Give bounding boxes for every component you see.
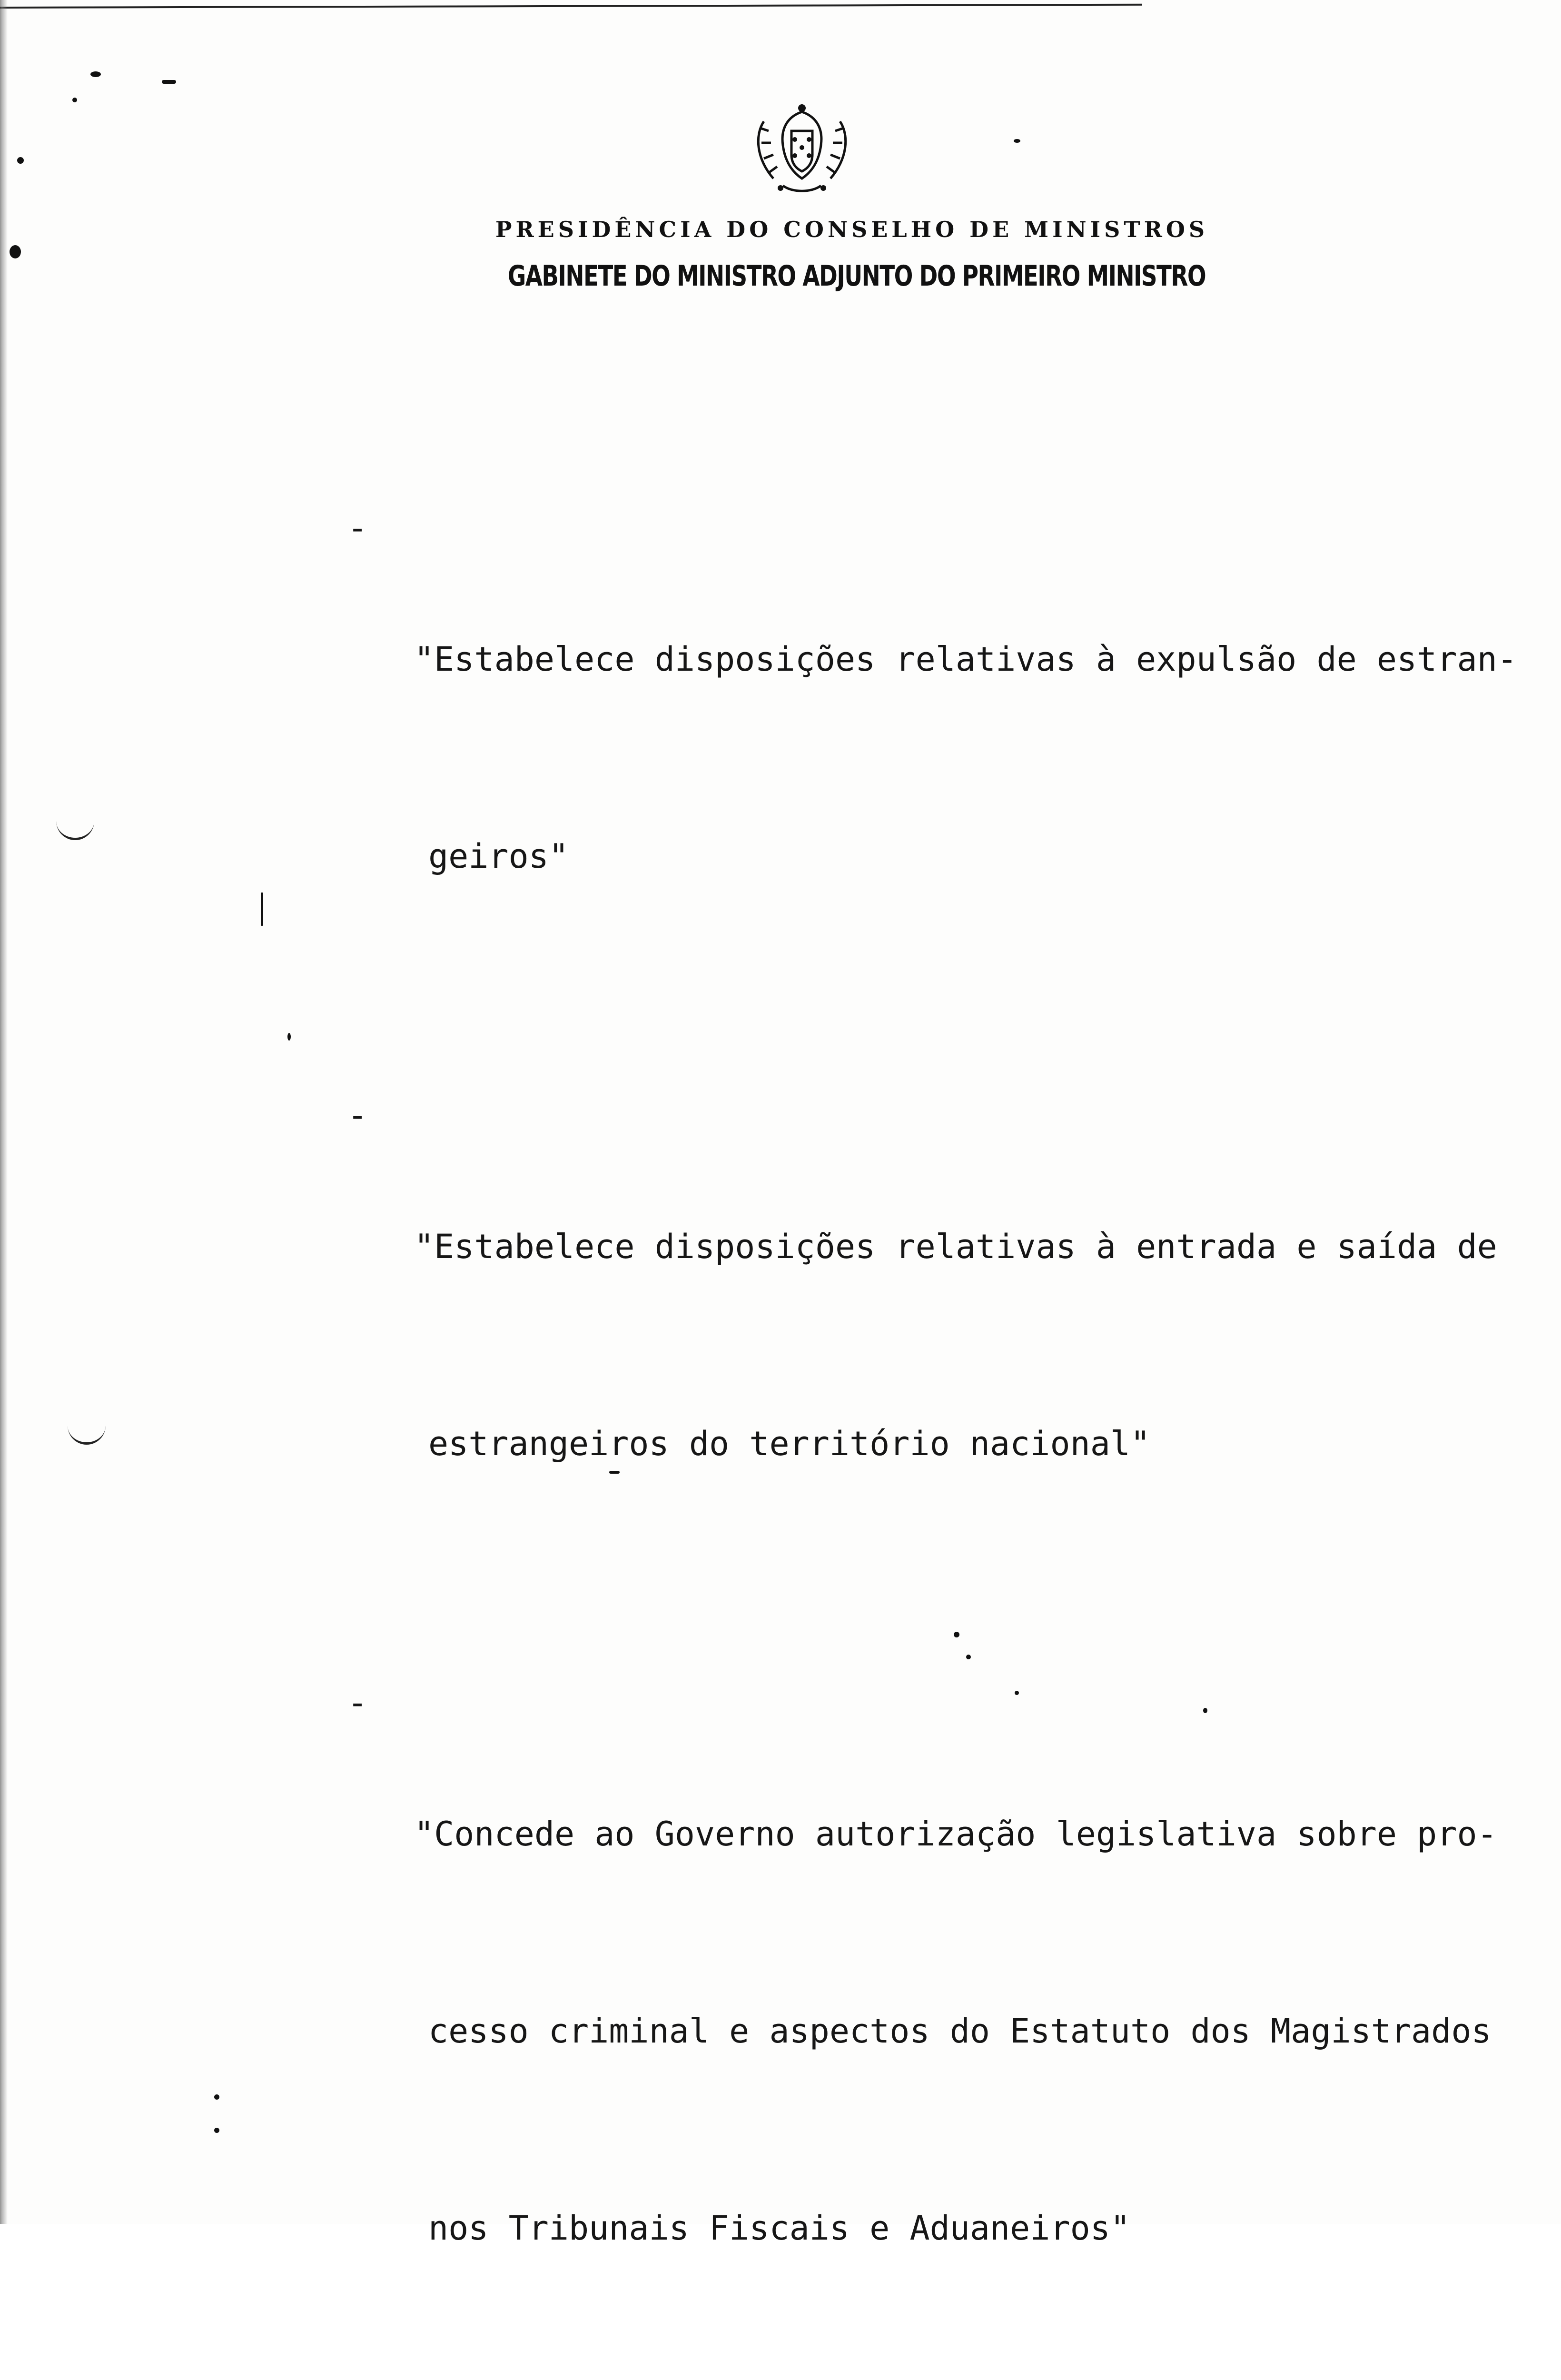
scan-speck [214,2094,219,2100]
item-text [414,495,1517,1021]
item-line: cesso criminal e aspectos do Estatuto dos Magistrados [428,2012,1492,2051]
top-rule [0,4,1142,9]
scanned-left-edge [0,0,8,2224]
office-stamp: GABINETE DO MINISTRO ADJUNTO DO PRIMEIRO MINISTRO [507,259,1206,293]
item-line: geiros" [428,837,569,876]
decree-list [347,495,1517,2380]
item-text [414,1082,1497,1608]
scan-speck [162,80,176,84]
item-line: "Estabelece disposições relativas à entrada e saída de [414,1227,1497,1266]
scan-speck [72,98,77,102]
scan-speck [1015,1691,1019,1695]
item-dash: - [347,508,368,547]
scan-arc [68,1414,106,1445]
item-text [414,1670,1497,2380]
item-dash: - [347,1683,368,1722]
list-item [347,495,1517,1021]
list-item [347,1082,1497,1608]
scan-speck [954,1632,959,1637]
list-item [347,1670,1497,2380]
scan-speck [10,245,21,258]
item-dash: - [347,1096,368,1135]
scan-speck [1014,139,1020,143]
letterhead-title: PRESIDÊNCIA DO CONSELHO DE MINISTROS [495,217,1209,242]
scan-speck [17,157,24,164]
item-line: "Concede ao Governo autorização legislativa sobre pro- [414,1815,1497,1854]
item-line: "Estabelece disposições relativas à expulsão de estran- [414,640,1517,679]
scan-speck [1203,1708,1207,1713]
scan-speck [966,1655,971,1659]
item-line: estrangeiros do território nacional" [428,1424,1151,1463]
coat-of-arms-seal [735,102,869,198]
scan-speck [609,1471,620,1474]
scan-arc [56,809,94,840]
scan-speck [214,2128,219,2133]
scan-speck [261,892,263,926]
scan-speck [90,71,101,77]
item-line: nos Tribunais Fiscais e Aduaneiros" [428,2209,1131,2248]
scan-speck [287,1033,291,1041]
